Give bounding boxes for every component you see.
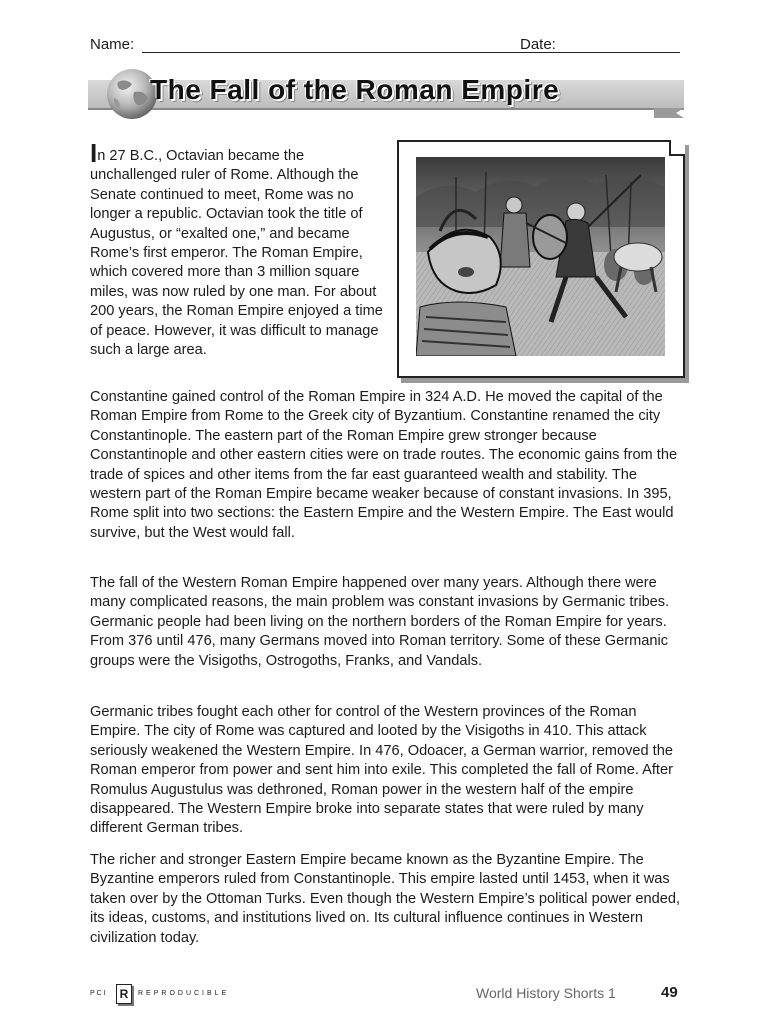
header-row [90,36,680,58]
reproducible-logo-icon: R [116,984,132,1004]
paragraph-4: Germanic tribes fought each other for control of the Western provinces of the Roman Empire. The city of Rome was captured and looted by the Visigoths in 410. This attack seriously weakened the Western Empire. In 476, Odoacer, a German warrior, removed the Roman emperor from power and sent him into exile. This completed the fall of Rome. After Romulus Augustulus was dethroned, Roman power in the western half of the empire disappeared. The Western Empire broke into separate states that were ruled by many different German tribes. [90,704,673,837]
title-band [88,68,684,120]
illustration-frame [397,140,685,378]
paragraph-1-text: n 27 B.C., Octavian became the unchallenged ruler of Rome. Although the Senate continued to meet, Rome was no longer a republic. Octavian took the title of Augustus, or “exalted one,” and became Rome’s first emperor. The Roman Empire, which covered more than 3 million square miles, was now ruled by one man. For about 200 years, the Roman Empire enjoyed a time of peace. However, it was difficult to manage such a large area. [90,148,383,359]
ribbon-end-icon [654,108,684,118]
page-title: The Fall of the Roman Empire [150,74,560,105]
name-field-line[interactable] [142,52,585,53]
paragraph-5: The richer and stronger Eastern Empire became known as the Byzantine Empire. The Byzantine emperors ruled from Constantinople. This empire lasted until 1453, when it was taken over by the Ottoman Turks. Even though the Western Empire’s political power ended, its ideas, customs, and institutions lived on. Its cultural influence continues in Western civilization today. [90,852,681,946]
paragraph-3: The fall of the Western Roman Empire happened over many years. Although there were many complicated reasons, the main problem was constant invasions by Germanic tribes. Germanic people had been living on the northern borders of the Roman Empire for years. From 376 until 476, many Germans moved into Roman territory. Some of these Germanic groups were the Visigoths, Ostrogoths, Franks, and Vandals. [90,575,670,669]
series-title: World History Shorts 1 [476,985,616,1001]
page-number: 49 [661,984,678,1001]
date-field-line[interactable] [567,52,680,53]
name-label: Name: [90,36,135,53]
footer [90,984,680,1008]
publisher-right: REPRODUCIBLE [138,990,230,997]
folded-corner [669,140,685,156]
battle-illustration [416,157,665,356]
publisher-left: PCI [90,990,108,997]
paragraph-1 [90,138,390,360]
date-label: Date: [520,36,556,53]
drop-cap: I [90,138,98,168]
paragraph-2: Constantine gained control of the Roman Empire in 324 A.D. He moved the capital of the Roman Empire from Rome to the Greek city of Byzantium. Constantine renamed the city Constantinople. The eastern part of the Roman Empire grew stronger because Constantinople and other eastern cities were on trade routes. The economic gains from the trade of spices and other items from the far east guaranteed wealth and stability. The western part of the Roman Empire became weaker because of constant invasions. In 395, Rome split into two sections: the Eastern Empire and the Western Empire. The East would survive, but the West would fall. [90,389,678,541]
